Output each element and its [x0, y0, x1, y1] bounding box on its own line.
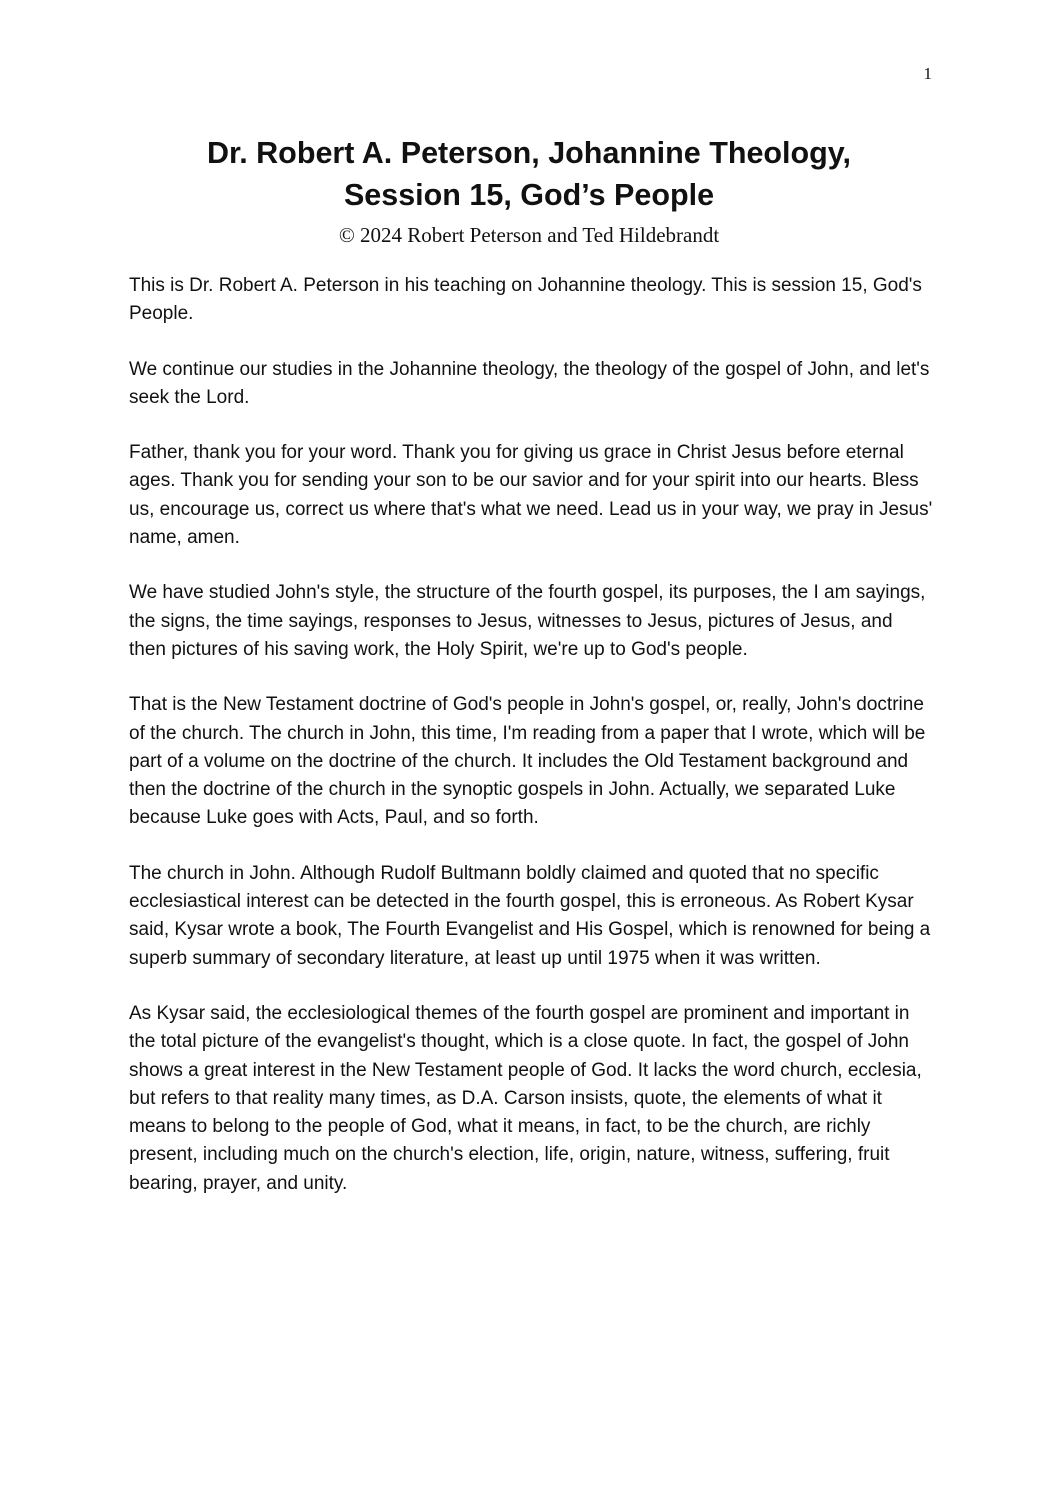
copyright-line: © 2024 Robert Peterson and Ted Hildebrandt	[338, 223, 720, 247]
paragraph: Father, thank you for your word. Thank you for giving us grace in Christ Jesus before eternal ages. Thank you for sending your son to be our savior and for your spirit into our hearts. Bless us, encourage us, correct us where that's what we need. Lead us in your way, we pray in Jesus' name, amen.	[129, 442, 933, 549]
paragraph: That is the New Testament doctrine of God's people in John's gospel, or, really, John's doctrine of the church. The church in John, this time, I'm reading from a paper that I wrote, which will be part of a volume on the doctrine of the church. It includes the Old Testament background and then the doctrine of the church in the synoptic gospels in John. Actually, we separated Luke because Luke goes with Acts, Paul, and so forth.	[129, 694, 926, 829]
paragraph: We have studied John's style, the structure of the fourth gospel, its purposes, the I am sayings, the signs, the time sayings, responses to Jesus, witnesses to Jesus, pictures of Jesus, and then pictures of his saving work, the Holy Spirit, we're up to God's people.	[129, 582, 926, 660]
paragraph: As Kysar said, the ecclesiological themes of the fourth gospel are prominent and important in the total picture of the evangelist's thought, which is a close quote. In fact, the gospel of John shows a great interest in the New Testament people of God. It lacks the word church, ecclesia, but refers to that reality many times, as D.A. Carson insists, quote, the elements of what it means to belong to the people of God, what it means, in fact, to be the church, are richly present, including much on the church's election, life, origin, nature, witness, suffering, fruit bearing, prayer, and unity.	[129, 1002, 922, 1194]
paragraph: We continue our studies in the Johannine theology, the theology of the gospel of John, and let's seek the Lord.	[129, 358, 930, 408]
title-line-2: Session 15, God’s People	[343, 178, 715, 212]
paragraph: The church in John. Although Rudolf Bultmann boldly claimed and quoted that no specific ecclesiastical interest can be detected in the fourth gospel, this is erroneous. As Robert Kysar said, Kysar wrote a book, The Fourth Evangelist and His Gospel, which is renowned for being a superb summary of secondary literature, at least up until 1975 when it was written.	[129, 862, 931, 969]
page-number: 1	[923, 64, 932, 83]
document-body	[129, 272, 934, 1225]
title-line-1: Dr. Robert A. Peterson, Johannine Theology,	[207, 136, 851, 170]
page-title	[100, 132, 958, 216]
paragraph: This is Dr. Robert A. Peterson in his teaching on Johannine theology. This is session 15, God's People.	[129, 275, 922, 325]
